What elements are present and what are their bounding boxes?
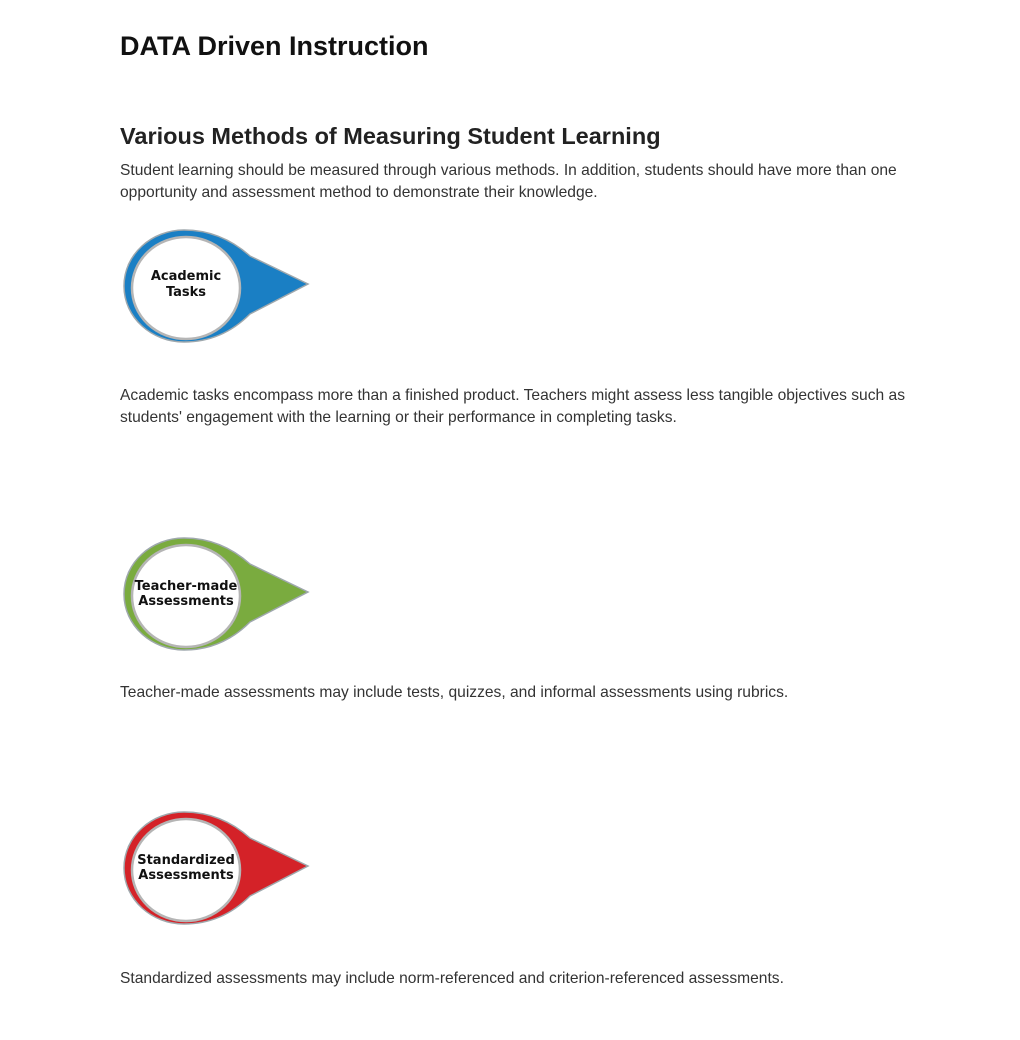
academic-tasks-icon [120, 226, 312, 346]
academic-tasks-badge [120, 226, 312, 346]
teacher-made-assessments-label-line1: Teacher-made [134, 579, 238, 594]
standardized-assessments-icon [120, 808, 312, 928]
page-title: DATA Driven Instruction [120, 31, 429, 61]
standardized-assessments-label-line2: Assessments [138, 868, 234, 883]
teacher-made-assessments-description: Teacher-made assessments may include tests, quizzes, and informal assessments using rubrics. [120, 684, 789, 701]
teacher-made-assessments-icon [120, 534, 312, 654]
standardized-assessments-badge [120, 808, 312, 928]
standardized-assessments-description: Standardized assessments may include norm-referenced and criterion-referenced assessments. [120, 970, 784, 987]
academic-tasks-label-line1: Academic [150, 269, 222, 284]
teacher-made-assessments-label-line2: Assessments [138, 594, 234, 609]
academic-tasks-label-line2: Tasks [165, 285, 207, 300]
section-heading: Various Methods of Measuring Student Learning [120, 123, 661, 149]
teacher-made-assessments-badge [120, 534, 312, 654]
intro-paragraph: Student learning should be measured through various methods. In addition, students should have more than one opportunity and assessment method to demonstrate their knowledge. [120, 162, 897, 201]
academic-tasks-description: Academic tasks encompass more than a finished product. Teachers might assess less tangible objectives such as students' engagement with the learning or their performance in completing tasks. [120, 387, 905, 426]
standardized-assessments-label-line1: Standardized [137, 853, 235, 868]
